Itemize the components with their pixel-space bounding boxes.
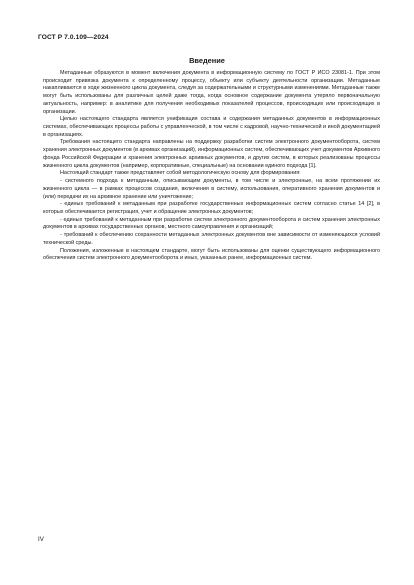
body-text — [43, 70, 380, 263]
paragraph: Метаданные образуются в момент включения документа в информационную систему по ГОСТ Р ИСО 23081-1. При этом происходит привязка документа к определенному процессу, объекту или субъекту деятельности организации. Метаданные накапливаются в ходе жизненного цикла документа, следуя за содержательными и структурными изменениями. Метаданные также могут быть использованы для различных целей даже тогда, когда основное содержание документа утеряло первоначальную актуальность, например: в аналитике для получения необходимых показателей процессов, происходящих или происходящих в организации. — [43, 70, 380, 115]
paragraph: Целью настоящего стандарта является унификация состава и содержания метаданных документов в информационных системах, обеспечивающих процессы работы с управленческой, в том числе с кадровой, научно-технической и иной документацией в организациях. — [43, 116, 380, 138]
list-item: - системного подхода к метаданным, описывающим документы, в том числе и электронные, на всем протяжении их жизненного цикла — в рамках процессов создания, включения в систему, использования, оперативного хранения документов и (или) передачи их на архивное хранение или уничтожение; — [43, 178, 380, 200]
list-item: - единых требований к метаданным при разработке систем электронного документооборота и систем хранения электронных документов в архивах государственных органов, местного самоуправления и организаций; — [43, 216, 380, 231]
list-item: - единых требований к метаданным при разработке государственных информационных систем согласно статье 14 [2], в которых обеспечивается регистрация, учет и обращение электронных документов; — [43, 201, 380, 215]
standard-id: ГОСТ Р 7.0.109—2024 — [38, 34, 109, 41]
section-title: Введение — [189, 56, 225, 65]
paragraph: Требования настоящего стандарта направлены на поддержку разработки систем электронного документооборота, систем хранения электронных документов (в архивах организаций), информационных систем, обеспечивающих учет документов Архивного фонда Российской Федерации и хранения электронных архивных документов, и других систем, в которых реализованы процессы жизненного цикла документов (например, корпоративные, специальные) на основании единого подхода [1]. — [43, 139, 380, 169]
paragraph: Положения, изложенные в настоящем стандарте, могут быть использованы для оценки существующего информационного обеспечения систем электронного документооборота и иных, указанных ранее, информационных систем. — [43, 247, 380, 262]
paragraph: Настоящий стандарт также представляет собой методологическую основу для формирования: — [60, 170, 301, 177]
list-item: - требований к обеспечению сохранности метаданных электронных документов вне зависимости от изменяющихся условий технической среды. — [43, 232, 380, 246]
page-number: IV — [38, 536, 44, 543]
